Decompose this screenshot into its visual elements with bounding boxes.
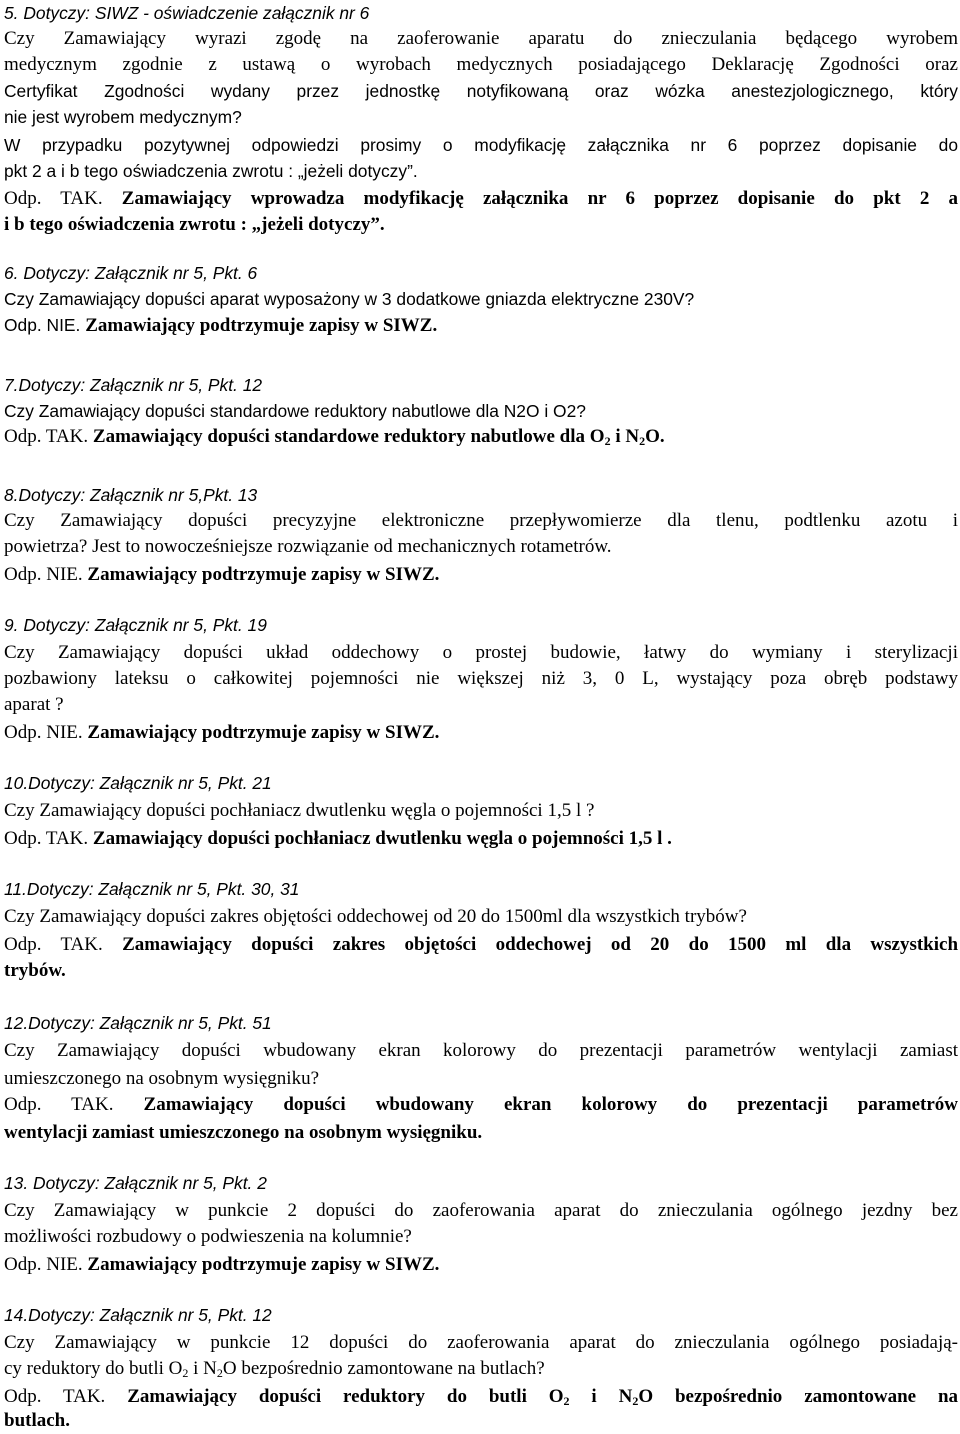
- item-heading: 5. Dotyczy: SIWZ - oświadczenie załącznik nr 6: [4, 3, 370, 23]
- answer-text: Zamawiający podtrzymuje zapisy w SIWZ.: [87, 1254, 440, 1275]
- answer-line: [4, 1384, 958, 1410]
- answer-line: [4, 312, 958, 338]
- item-heading: 13. Dotyczy: Załącznik nr 5, Pkt. 2: [4, 1173, 267, 1193]
- item-heading: 10.Dotyczy: Załącznik nr 5, Pkt. 21: [4, 773, 272, 793]
- question-line: pkt 2 a i b tego oświadczenia zwrotu : „jeżeli dotyczy”.: [4, 161, 418, 181]
- answer-line: [4, 1252, 958, 1278]
- question-line: powietrza? Jest to nowocześniejsze rozwiązanie od mechanicznych rotametrów.: [4, 536, 612, 557]
- answer-line: [4, 1092, 958, 1118]
- answer-text: Zamawiający podtrzymuje zapisy w SIWZ.: [87, 564, 440, 585]
- answer-prefix: Odp. NIE.: [4, 315, 81, 335]
- answer-line: wentylacji zamiast umieszczonego na osobnym wysięgniku.: [4, 1122, 483, 1143]
- question-line: Czy Zamawiający dopuści wbudowany ekran kolorowy do prezentacji parametrów wentylacji zamiast: [4, 1040, 958, 1061]
- answer-text: Zamawiający dopuści zakres objętości oddechowej od 20 do 1500 ml dla wszystkich: [122, 934, 959, 955]
- answer-prefix: Odp. NIE.: [4, 564, 83, 585]
- question-line: Czy Zamawiający dopuści zakres objętości oddechowej od 20 do 1500ml dla wszystkich trybów?: [4, 906, 747, 927]
- answer-line: trybów.: [4, 960, 66, 981]
- item-heading: 12.Dotyczy: Załącznik nr 5, Pkt. 51: [4, 1013, 272, 1033]
- answer-line: [4, 562, 958, 588]
- answer-line: [4, 186, 958, 212]
- answer-line: [4, 424, 958, 450]
- question-line: Czy Zamawiający dopuści aparat wyposażony w 3 dodatkowe gniazda elektryczne 230V?: [4, 289, 695, 309]
- answer-prefix: Odp. NIE.: [4, 1254, 83, 1275]
- answer-prefix: Odp. NIE.: [4, 722, 83, 743]
- item-heading: 9. Dotyczy: Załącznik nr 5, Pkt. 19: [4, 615, 267, 635]
- question-line: aparat ?: [4, 694, 64, 715]
- answer-prefix: Odp. TAK.: [4, 934, 103, 955]
- question-line: Czy Zamawiający w punkcie 12 dopuści do zaoferowania aparat do znieczulania ogólnego posiadają-: [4, 1332, 958, 1353]
- answer-line: [4, 720, 958, 746]
- answer-prefix: Odp. TAK.: [4, 828, 89, 849]
- answer-line: i b tego oświadczenia zwrotu : „jeżeli dotyczy”.: [4, 214, 385, 235]
- question-line: Czy Zamawiający wyrazi zgodę na zaoferowanie aparatu do znieczulania będącego wyrobem: [4, 28, 958, 49]
- question-line: Czy Zamawiający dopuści standardowe reduktory nabutlowe dla N2O i O2?: [4, 401, 586, 421]
- item-heading: 8.Dotyczy: Załącznik nr 5,Pkt. 13: [4, 485, 258, 505]
- answer-text: Zamawiający dopuści reduktory do butli $O_2$ i $N_2O$ bezpośrednio zamontowane na: [127, 1386, 959, 1408]
- answer-line: [4, 932, 958, 958]
- answer-text: Zamawiający podtrzymuje zapisy w SIWZ.: [85, 315, 438, 336]
- answer-text: Zamawiający dopuści pochłaniacz dwutlenku węgla o pojemności 1,5 l .: [92, 828, 672, 849]
- answer-text: Zamawiający podtrzymuje zapisy w SIWZ.: [87, 722, 440, 743]
- question-line: Czy Zamawiający dopuści układ oddechowy o prostej budowie, łatwy do wymiany i sterylizacji: [4, 642, 958, 663]
- question-line: cy reduktory do butli $O_2$ i $N_2O$ bezpośrednio zamontowane na butlach?: [4, 1358, 545, 1380]
- question-line: nie jest wyrobem medycznym?: [4, 107, 242, 127]
- answer-text: Zamawiający wprowadza modyfikację załącznika nr 6 poprzez dopisanie do pkt 2 a: [121, 188, 959, 209]
- question-line: W przypadku pozytywnej odpowiedzi prosimy o modyfikację załącznika nr 6 poprzez dopisanie do: [4, 135, 958, 155]
- answer-prefix: Odp. TAK.: [4, 1386, 106, 1407]
- item-heading: 6. Dotyczy: Załącznik nr 5, Pkt. 6: [4, 263, 258, 283]
- answer-text: Zamawiający dopuści wbudowany ekran kolorowy do prezentacji parametrów: [143, 1094, 959, 1115]
- answer-prefix: Odp. TAK.: [4, 188, 103, 209]
- question-line: pozbawiony lateksu o całkowitej pojemności nie większej niż 3, 0 L, wystający poza obręb podstawy: [4, 668, 958, 689]
- item-heading: 7.Dotyczy: Załącznik nr 5, Pkt. 12: [4, 375, 263, 395]
- question-line: Certyfikat Zgodności wydany przez jednostkę notyfikowaną oraz wózka anestezjologicznego, który: [4, 81, 958, 101]
- item-heading: 11.Dotyczy: Załącznik nr 5, Pkt. 30, 31: [4, 879, 300, 899]
- question-line: medycznym zgodnie z ustawą o wyrobach medycznych posiadającego Deklarację Zgodności oraz: [4, 54, 958, 75]
- question-line: umieszczonego na osobnym wysięgniku?: [4, 1068, 320, 1089]
- item-heading: 14.Dotyczy: Załącznik nr 5, Pkt. 12: [4, 1305, 272, 1325]
- answer-text: Zamawiający dopuści standardowe reduktory nabutlowe dla $O_2$ i $N_2O$.: [92, 426, 665, 448]
- question-line: Czy Zamawiający w punkcie 2 dopuści do zaoferowania aparat do znieczulania ogólnego jezdny bez: [4, 1200, 958, 1221]
- question-line: Czy Zamawiający dopuści precyzyjne elektroniczne przepływomierze dla tlenu, podtlenku azotu i: [4, 510, 958, 531]
- answer-prefix: Odp. TAK.: [4, 426, 89, 447]
- question-line: możliwości rozbudowy o podwieszenia na kolumnie?: [4, 1226, 412, 1247]
- answer-prefix: Odp. TAK.: [4, 1094, 114, 1115]
- answer-line: butlach.: [4, 1410, 70, 1431]
- answer-line: [4, 826, 958, 852]
- question-line: Czy Zamawiający dopuści pochłaniacz dwutlenku węgla o pojemności 1,5 l ?: [4, 800, 595, 821]
